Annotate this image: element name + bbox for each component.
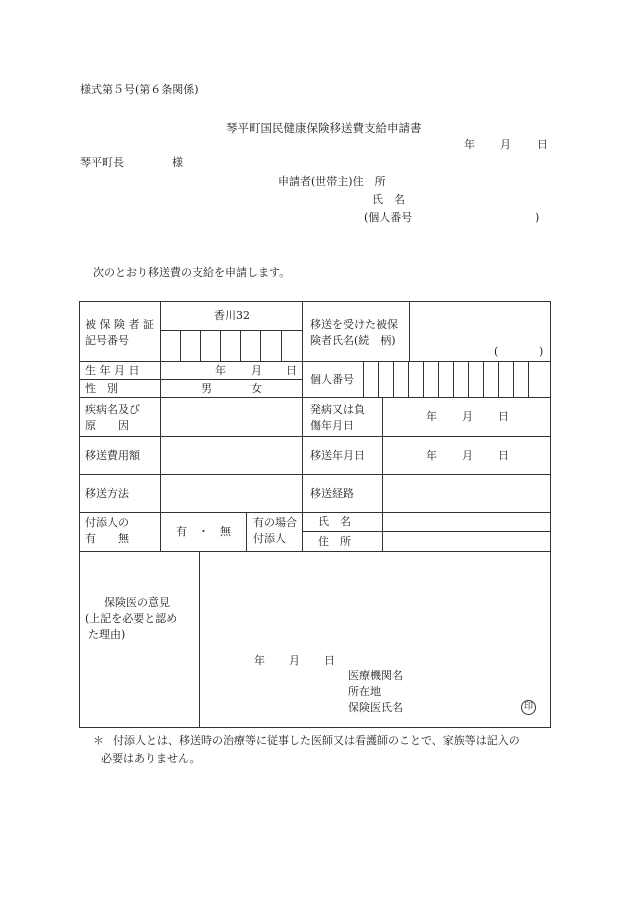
form-number: 様式第５号(第６条関係)	[80, 83, 199, 96]
attendant-address-label: 住 所	[318, 535, 351, 548]
header-date-month: 月	[500, 138, 511, 151]
institution-location-label: 所在地	[348, 685, 381, 698]
footnote-line-1: 付添人とは、移送時の治療等に従事した医師又は看護師のことで、家族等は記入の	[113, 734, 520, 747]
sex-female-option: 女	[251, 382, 262, 395]
birth-year: 年	[215, 364, 226, 377]
onset-date-label-2: 傷年月日	[310, 419, 354, 432]
relation-open: (	[494, 345, 499, 358]
transfer-day: 日	[498, 449, 509, 462]
addressee: 琴平町長	[80, 156, 124, 169]
transfer-route-label: 移送経路	[310, 487, 354, 500]
transfer-date-label: 移送年月日	[310, 449, 365, 462]
transfer-year: 年	[426, 449, 437, 462]
sex-male-option: 男	[201, 382, 212, 395]
transfer-cost-label: 移送費用額	[85, 449, 140, 462]
if-yes-label-2: 付添人	[253, 532, 286, 545]
doctor-opinion-label-2: (上記を必要と認め	[85, 612, 178, 625]
doctor-date-month: 月	[289, 654, 300, 667]
my-number-close: )	[535, 211, 540, 224]
intro-text: 次のとおり移送費の支給を申請します。	[93, 266, 291, 279]
doctor-opinion-label-3: た理由)	[88, 628, 126, 641]
personal-number-label: 個人番号	[310, 373, 354, 386]
medical-institution-label: 医療機関名	[348, 669, 403, 682]
onset-year: 年	[426, 410, 437, 423]
patient-name-label-2: 険者氏名(続 柄)	[310, 334, 396, 347]
birth-month: 月	[251, 364, 262, 377]
doctor-date-year: 年	[254, 654, 265, 667]
applicant-address-label: 申請者(世帯主)住 所	[278, 175, 386, 188]
doctor-date-day: 日	[324, 654, 335, 667]
transfer-month: 月	[462, 449, 473, 462]
disease-label-2: 原 因	[85, 419, 129, 432]
attendant-label-1: 付添人の	[85, 516, 129, 529]
attendant-name-label: 氏 名	[318, 515, 351, 528]
birth-date-label: 生 年 月 日	[85, 364, 140, 377]
birth-day: 日	[286, 364, 297, 377]
insured-number-label-2: 記号番号	[85, 334, 129, 347]
onset-month: 月	[462, 410, 473, 423]
disease-label-1: 疾病名及び	[85, 403, 140, 416]
onset-date-label-1: 発病又は負	[310, 403, 365, 416]
footnote-mark: ＊	[93, 734, 104, 747]
seal-mark: 印	[521, 700, 536, 715]
onset-day: 日	[498, 410, 509, 423]
form-title: 琴平町国民健康保険移送費支給申請書	[226, 121, 422, 135]
patient-name-label-1: 移送を受けた被保	[310, 318, 398, 331]
attendant-choice: 有 ・ 無	[176, 525, 231, 538]
transfer-method-label: 移送方法	[85, 487, 129, 500]
header-date-year: 年	[464, 138, 475, 151]
applicant-name-label: 氏 名	[372, 193, 405, 206]
insured-number-label-1: 被 保 険 者 証	[85, 318, 154, 331]
addressee-honorific: 様	[172, 156, 183, 169]
footnote-line-2: 必要はありません。	[101, 752, 201, 765]
relation-close: )	[539, 345, 544, 358]
doctor-opinion-label-1: 保険医の意見	[104, 596, 170, 609]
my-number-label: (個人番号	[364, 211, 413, 224]
attendant-label-2: 有 無	[85, 532, 129, 545]
insured-number-value: 香川32	[214, 309, 250, 322]
sex-label: 性 別	[85, 382, 118, 395]
header-date-day: 日	[537, 138, 548, 151]
if-yes-label-1: 有の場合	[253, 516, 297, 529]
doctor-name-label: 保険医氏名	[348, 701, 403, 714]
